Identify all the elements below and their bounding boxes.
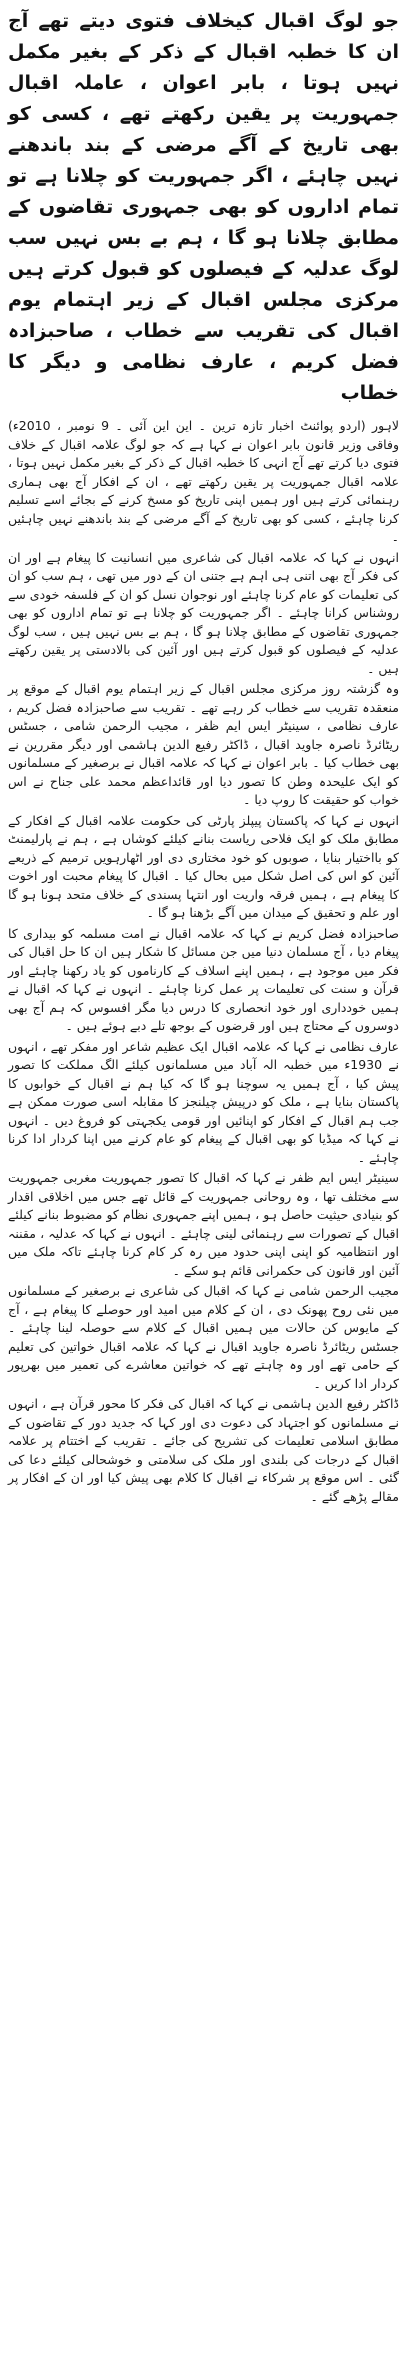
article-paragraph: انہوں نے کہا کہ پاکستان پیپلز پارٹی کی حکومت علامہ اقبال کے افکار کے مطابق ملک کو ایک فلاحی ریاست بنانے کیلئے کوشاں ہے ، ہم نے پارلیمنٹ کو بااختیار بنایا ، صوبوں کو خود مختاری دی اور اٹھارہویں ترمیم کے ذریعے آئین کو اس کی اصل شکل میں بحال کیا ۔ اقبال کا پیغام محبت اور اخوت کا پیغام ہے ، ہمیں فرقہ واریت اور انتہا پسندی کے خلاف متحد ہونا ہو گا اور علم و تحقیق کے میدان میں آگے بڑھنا ہو گا ۔ (8, 812, 399, 920)
article-body (8, 417, 399, 1506)
article-headline: جو لوگ اقبال کیخلاف فتوی دیتے تھے آج ان کا خطبہ اقبال کے ذکر کے بغیر مکمل نہیں ہوتا ، بابر اعوان ، عاملہ اقبال جمہوریت پر یقین رکھتے تھے ، کسی کو بھی تاریخ کے آگے مرضی کے بند باندھنے نہیں چاہئے ، اگر جمہوریت کو چلانا ہے تو تمام اداروں کو بھی جمہوری تقاضوں کے مطابق چلانا ہو گا ، ہم بے بس نہیں سب لوگ عدلیہ کے فیصلوں کو قبول کرتے ہیں مرکزی مجلس اقبال کے زیر اہتمام یوم اقبال کی تقریب سے خطاب ، صاحبزادہ فضل کریم ، عارف نظامی و دیگر کا خطاب (8, 10, 399, 404)
article-paragraph: ڈاکٹر رفیع الدین ہاشمی نے کہا کہ اقبال کی فکر کا محور قرآن ہے ، انہوں نے مسلمانوں کو اجتہاد کی دعوت دی اور کہا کہ جدید دور کے تقاضوں کے مطابق اسلامی تعلیمات کی تشریح کی جائے ۔ تقریب کے اختتام پر علامہ اقبال کے درجات کی بلندی اور ملک کی سلامتی و خوشحالی کیلئے دعا کی گئی ۔ اس موقع پر شرکاء نے اقبال کا کلام بھی پیش کیا اور ان کے افکار پر مقالے پڑھے گئے ۔ (8, 1396, 399, 1504)
article-paragraph: سینیٹر ایس ایم ظفر نے کہا کہ اقبال کا تصور جمہوریت مغربی جمہوریت سے مختلف تھا ، وہ روحانی جمہوریت کے قائل تھے جس میں اخلاقی اقدار کو بنیادی حیثیت حاصل ہو ، ہمیں اپنے جمہوری نظام کو مضبوط بنانے کیلئے اقبال کے تصورات سے رہنمائی لینی چاہئے ۔ انہوں نے کہا کہ عدلیہ ، مقننہ اور انتظامیہ کو اپنی اپنی حدود میں رہ کر کام کرنا چاہئے تاکہ ملک میں آئین اور قانون کی حکمرانی قائم ہو سکے ۔ (8, 1170, 399, 1278)
article-paragraph: صاحبزادہ فضل کریم نے کہا کہ علامہ اقبال نے امت مسلمہ کو بیداری کا پیغام دیا ، آج مسلمان دنیا میں جن مسائل کا شکار ہیں ان کا حل اقبال کی فکر میں موجود ہے ، ہمیں اپنے اسلاف کے کارناموں کو یاد رکھنا چاہئے اور قرآن و سنت کی تعلیمات پر عمل کرنا چاہئے ۔ انہوں نے کہا کہ اقبال نے ہمیں خودداری اور خود انحصاری کا درس دیا مگر افسوس کہ ہم آج بھی دوسروں کے محتاج ہیں اور قرضوں کے بوجھ تلے دبے ہوئے ہیں ۔ (8, 925, 399, 1033)
article-paragraph: وہ گزشتہ روز مرکزی مجلس اقبال کے زیر اہتمام یوم اقبال کے موقع پر منعقدہ تقریب سے خطاب کر رہے تھے ۔ تقریب سے صاحبزادہ فضل کریم ، عارف نظامی ، سینیٹر ایس ایم ظفر ، مجیب الرحمن شامی ، جسٹس ریٹائرڈ ناصرہ جاوید اقبال ، ڈاکٹر رفیع الدین ہاشمی اور دیگر مقررین نے بھی خطاب کیا ۔ بابر اعوان نے کہا کہ علامہ اقبال نے برصغیر کے مسلمانوں کو ایک علیحدہ وطن کا تصور دیا اور قائداعظم محمد علی جناح نے اس خواب کو حقیقت کا روپ دیا ۔ (8, 681, 399, 807)
article-paragraph: انہوں نے کہا کہ علامہ اقبال کی شاعری میں انسانیت کا پیغام ہے اور ان کی فکر آج بھی اتنی ہی اہم ہے جتنی ان کے دور میں تھی ، ہم سب کو ان کی تعلیمات کو عام کرنا چاہئے اور نوجوان نسل کو ان کے فلسفہ خودی سے روشناس کرانا چاہئے ۔ اگر جمہوریت کو چلانا ہے تو تمام اداروں کو بھی جمہوری تقاضوں کے مطابق چلانا ہو گا ، ہم بے بس نہیں ہیں ، سب لوگ عدلیہ کے فیصلوں کو قبول کرتے ہیں اور آئین کی بالادستی پر یقین رکھتے ہیں ۔ (8, 549, 399, 676)
article-paragraph: مجیب الرحمن شامی نے کہا کہ اقبال کی شاعری نے برصغیر کے مسلمانوں میں نئی روح پھونک دی ، ان کے کلام میں امید اور حوصلے کا پیغام ہے ، آج کے مایوس کن حالات میں ہمیں اقبال کے کلام سے حوصلہ لینا چاہئے ۔ جسٹس ریٹائرڈ ناصرہ جاوید اقبال نے کہا کہ علامہ اقبال خواتین کی تعلیم کے حامی تھے اور وہ چاہتے تھے کہ خواتین معاشرے کی تعمیر میں بھرپور کردار ادا کریں ۔ (8, 1283, 399, 1391)
article-paragraph: عارف نظامی نے کہا کہ علامہ اقبال ایک عظیم شاعر اور مفکر تھے ، انہوں نے 1930ء میں خطبہ الہ آباد میں مسلمانوں کیلئے الگ مملکت کا تصور پیش کیا ، آج ہمیں یہ سوچنا ہو گا کہ کیا ہم نے اقبال کے خوابوں کا پاکستان بنایا ہے ، ملک کو درپیش چیلنجز کا مقابلہ اسی صورت ممکن ہے جب ہم اقبال کے افکار کو اپنائیں اور قومی یکجہتی کو فروغ دیں ۔ انہوں نے کہا کہ میڈیا کو بھی اقبال کے پیغام کو عام کرنے میں اپنا کردار ادا کرنا چاہئے ۔ (8, 1038, 399, 1165)
article-paragraph: لاہور (اردو پوائنٹ اخبار تازہ ترین ۔ این این آئی ۔ 9 نومبر ، 2010ء) وفاقی وزیر قانون بابر اعوان نے کہا ہے کہ جو لوگ علامہ اقبال کے خلاف فتوی دیا کرتے تھے آج انہی کا خطبہ اقبال کے ذکر کے بغیر مکمل نہیں ہوتا ، علامہ اقبال جمہوریت پر یقین رکھتے تھے ، ان کے افکار آج بھی ہماری رہنمائی کرتے ہیں اور ہمیں اپنی تاریخ کو مسخ کرنے کے بجائے اسے تسلیم کرنا چاہئے ، کسی کو بھی تاریخ کے آگے مرضی کے بند باندھنے نہیں چاہئیں ۔ (8, 418, 399, 544)
